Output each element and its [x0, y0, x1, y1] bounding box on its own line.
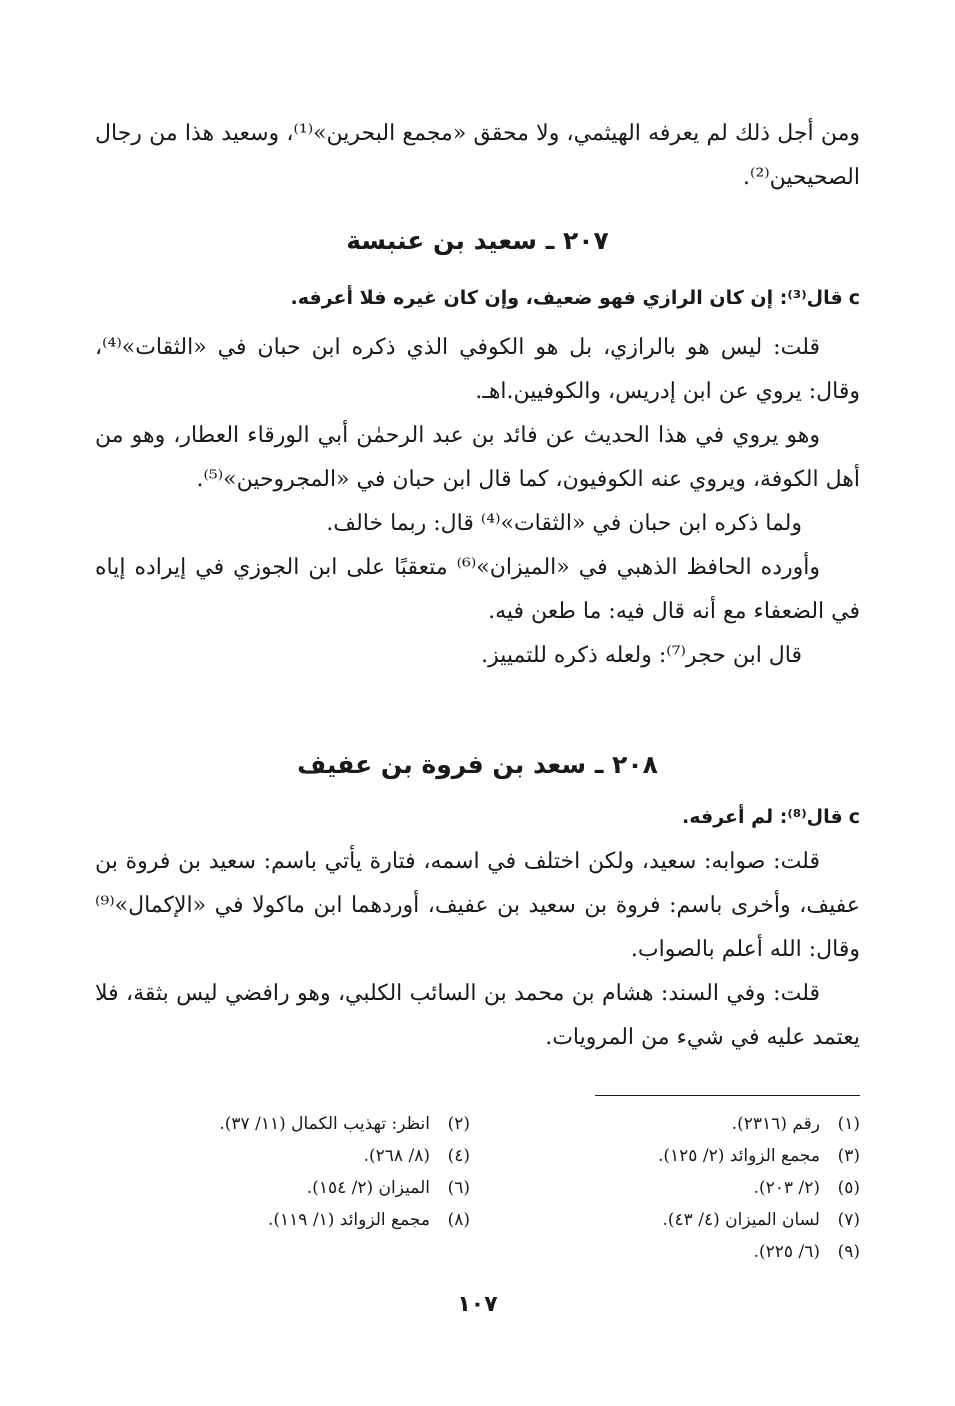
footnote: (٤)(٨/ ٢٦٨).: [363, 1146, 470, 1166]
paragraph: ولما ذكره ابن حبان في «الثقات»⁽⁴⁾ قال: ربما خالف.: [326, 511, 802, 536]
paragraph: قلت: صوابه: سعيد، ولكن اختلف في اسمه، فتارة يأتي باسم: سعيد بن فروة بن عفيف، وأخرى باسم: فروة بن سعيد بن عفيف، أوردهما ابن ماكولا في «الإكمال»⁽⁹⁾ وقال: الله أعلم بالصواب.: [95, 849, 860, 962]
entry-208-heading: ٢٠٨ ـ سعد بن فروة بن عفيف: [297, 750, 658, 779]
footnote: (٩)(٦/ ٢٢٥).: [753, 1242, 860, 1262]
quote-marker: c: [848, 806, 860, 828]
footnote-divider: [595, 1095, 860, 1096]
paragraph: وهو يروي في هذا الحديث عن فائد بن عبد الرحمٰن أبي الورقاء العطار، وهو من أهل الكوفة، ويروي عنه الكوفيون، كما قال ابن حبان في «المجروحين»⁽⁵⁾.: [95, 423, 860, 492]
entry-207-heading: ٢٠٧ ـ سعيد بن عنبسة: [346, 226, 609, 255]
entry-207-body: [95, 326, 860, 678]
quote-marker: c: [848, 287, 860, 309]
entry-207-quote: [95, 281, 860, 315]
page-number: ١٠٧: [457, 1292, 498, 1317]
paragraph: قال ابن حجر⁽⁷⁾: ولعله ذكره للتمييز.: [481, 643, 802, 668]
footnote: (٨)مجمع الزوائد (١/ ١١٩).: [268, 1210, 470, 1230]
footnote: (٢)انظر: تهذيب الكمال (١١/ ٣٧).: [219, 1114, 470, 1134]
paragraph: قلت: وفي السند: هشام بن محمد بن السائب الكلبي، وهو رافضي ليس بثقة، فلا يعتمد عليه في شيء من المرويات.: [95, 981, 860, 1050]
quote-text: قال⁽⁸⁾: لم أعرفه.: [682, 806, 843, 828]
quote-text: قال⁽³⁾: إن كان الرازي فهو ضعيف، وإن كان غيره فلا أعرفه.: [290, 287, 843, 309]
entry-208-quote: [95, 800, 860, 834]
intro-paragraph: [95, 112, 860, 200]
footnote: (٥)(٢/ ٢٠٣).: [753, 1178, 860, 1198]
paragraph: وأورده الحافظ الذهبي في «الميزان»⁽⁶⁾ متعقبًا على ابن الجوزي في إيراده إياه في الضعفاء مع أنه قال فيه: ما طعن فيه.: [95, 555, 860, 624]
footnotes-left-column: [140, 1108, 470, 1236]
paragraph: قلت: ليس هو بالرازي، بل هو الكوفي الذي ذكره ابن حبان في «الثقات»⁽⁴⁾، وقال: يروي عن ابن إدريس، والكوفيين.اهـ.: [95, 335, 860, 404]
footnotes-right-column: [530, 1108, 860, 1268]
footnote: (٣)مجمع الزوائد (٢/ ١٢٥).: [658, 1146, 860, 1166]
paragraph: ومن أجل ذلك لم يعرفه الهيثمي، ولا محقق «مجمع البحرين»⁽¹⁾، وسعيد هذا من رجال الصحيحين⁽²⁾.: [95, 121, 860, 190]
footnote: (٧)لسان الميزان (٤/ ٤٣).: [662, 1210, 860, 1230]
footnote: (٦)الميزان (٢/ ١٥٤).: [306, 1178, 470, 1198]
entry-208-body: [95, 840, 860, 1060]
footnote: (١)رقم (٢٣١٦).: [731, 1114, 860, 1134]
